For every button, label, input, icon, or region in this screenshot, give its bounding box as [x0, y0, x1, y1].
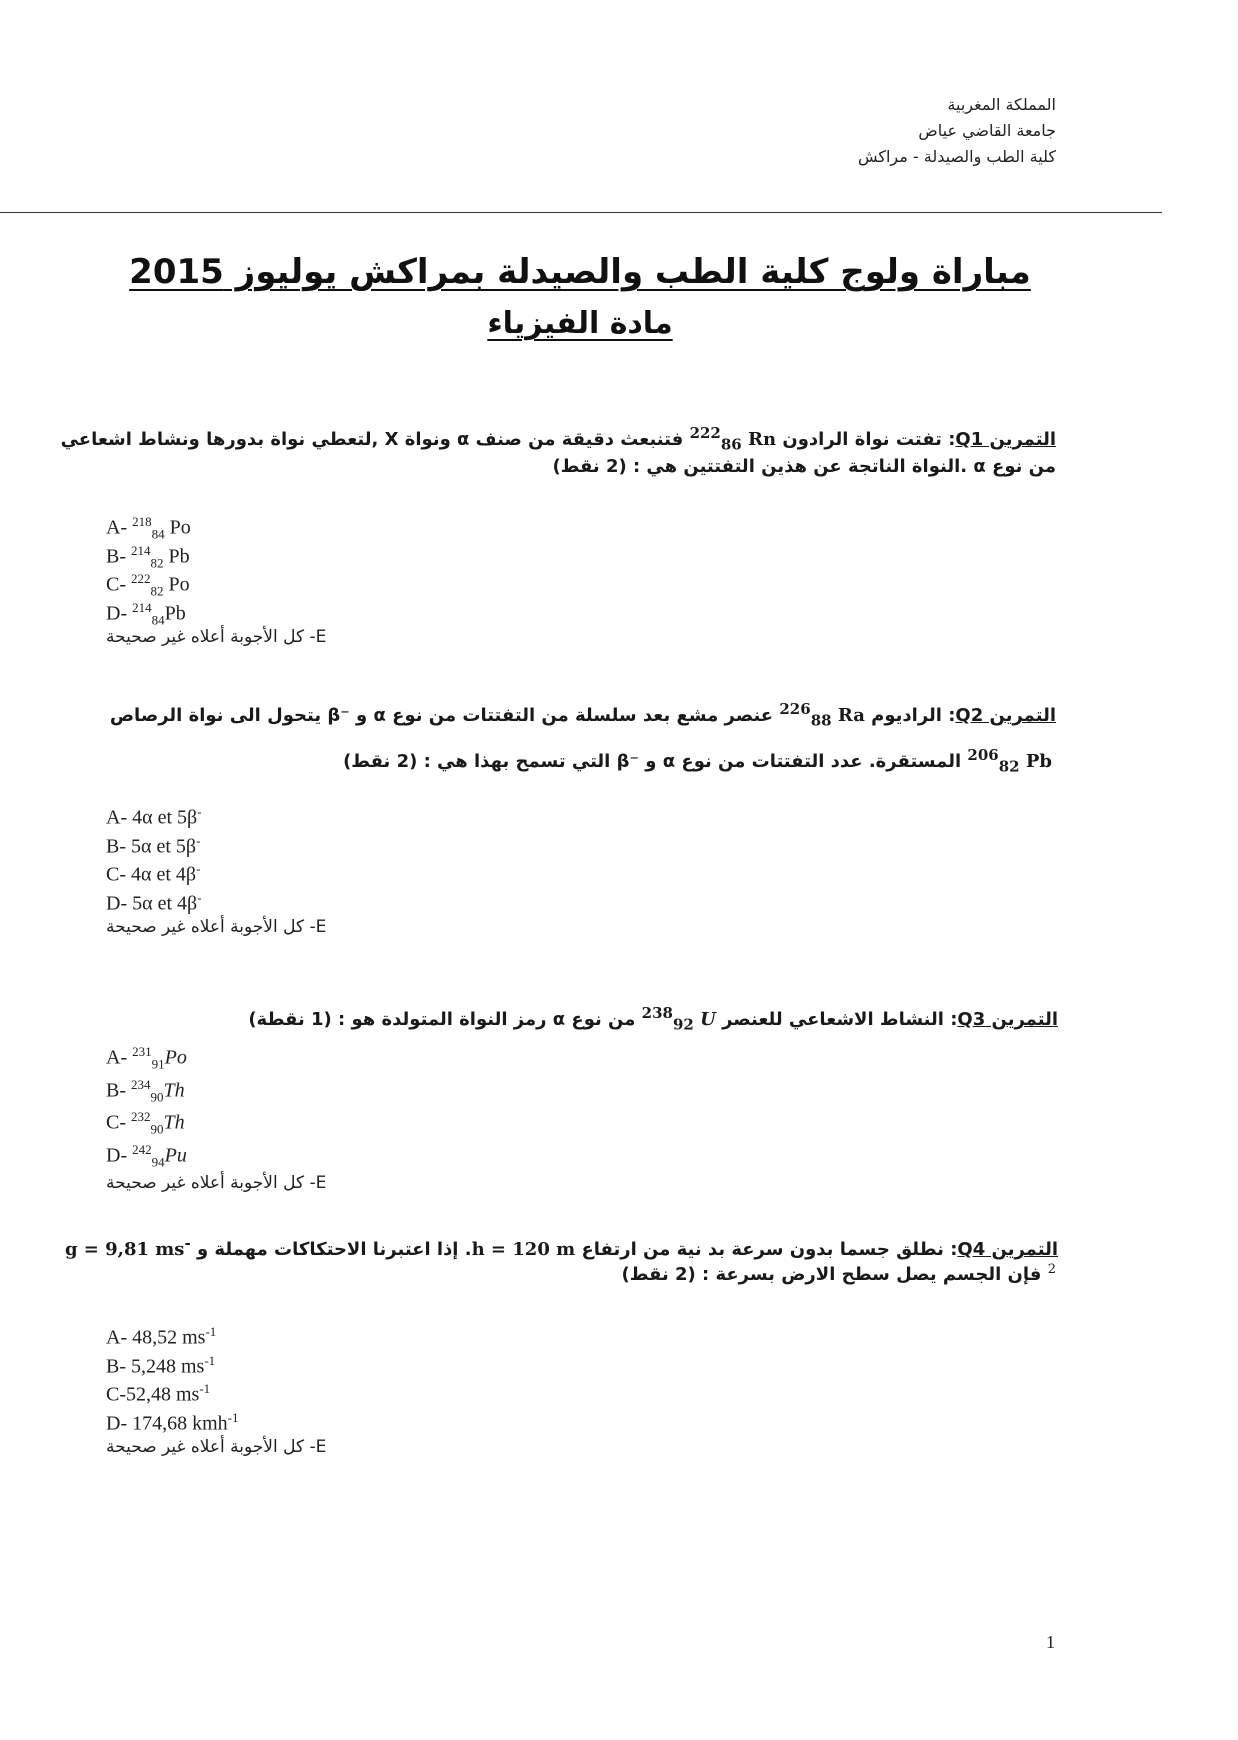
q2-nuclide-lead: $^{206}_{82}$ Pb [967, 746, 1052, 776]
q4-option-a[interactable]: A- 48,52 $ms^{-1}$ [106, 1324, 217, 1349]
q3-label: التمرين Q3 [957, 1009, 1058, 1030]
q1-options [106, 508, 326, 651]
q4-line1 [65, 1234, 1058, 1260]
q4-option-d[interactable]: D- 174,68 kmh$^{-1}$ [106, 1409, 239, 1435]
q4-option-b[interactable]: B- 5,248 $ms^{-1}$ [106, 1352, 216, 1378]
q4-gravity: g = 9,81 ms- [64, 1234, 191, 1260]
q1-option-a[interactable]: A- $^{218}_{84}$ Po [106, 514, 191, 542]
q4-label: التمرين Q4 [957, 1239, 1058, 1260]
q3-option-e[interactable]: E- كل الأجوبة أعلاه غير صحيحة [106, 1173, 327, 1193]
q4-height: h = 120 m [471, 1239, 576, 1260]
header-line-kingdom: المملكة المغربية [947, 95, 1056, 114]
q1-text-b: فتنبعث دقيقة من صنف α ونواة X ,لتعطي نواة بدورها ونشاط اشعاعي [60, 429, 684, 450]
q3-option-c[interactable]: C- $^{232}_{90}$Th [106, 1109, 185, 1137]
q1-option-b[interactable]: B- $^{214}_{82}$ Pb [106, 542, 190, 571]
q1-option-e[interactable]: E- كل الأجوبة أعلاه غير صحيحة [106, 627, 327, 647]
institution-header [858, 92, 1056, 170]
q3-options [106, 1036, 326, 1199]
header-line-university: جامعة القاضي عياض [918, 121, 1056, 140]
page-number: 1 [1046, 1632, 1055, 1652]
q4-text-c: فإن الجسم يصل سطح الارض بسرعة : (2 نقط) [621, 1264, 1042, 1285]
q3-option-a[interactable]: A- $^{231}_{91}$Po [106, 1044, 187, 1072]
q2-label: التمرين Q2 [955, 705, 1056, 726]
q3-line1 [248, 1004, 1058, 1034]
q1-option-d[interactable]: D- $^{214}_{84}$Pb [106, 599, 186, 628]
header-line-faculty: كلية الطب والصيدلة - مراكش [857, 147, 1056, 166]
q2-options [106, 798, 326, 941]
q3-text-b: من نوع α رمز النواة المتولدة هو : (1 نقطة) [248, 1009, 636, 1030]
q4-text-b: . إذا اعتبرنا الاحتكاكات مهملة و [196, 1239, 472, 1260]
q2-text-b: عنصر مشع بعد سلسلة من التفتتات من نوع α و ⁻β يتحول الى نواة الرصاص [109, 705, 774, 726]
q2-option-b[interactable]: B- 5α et 5β- [106, 832, 201, 858]
q4-options [106, 1318, 326, 1461]
q3-nuclide: $^{238}_{92}$ U [641, 1004, 716, 1034]
q3-text-a: : النشاط الاشعاعي للعنصر [722, 1009, 958, 1030]
q4-text-a: : نطلق جسما بدون سرعة بد نية من ارتفاع [581, 1239, 958, 1260]
q2-option-d[interactable]: D- 5α et 4β- [106, 889, 202, 915]
q2-option-e[interactable]: E- كل الأجوبة أعلاه غير صحيحة [106, 917, 327, 937]
q1-text-a: : تفتت نواة الرادون [782, 429, 956, 450]
q1-line1 [61, 424, 1056, 454]
q2-option-a[interactable]: A- 4α et 5β- [106, 804, 202, 829]
q2-text-a: : الراديوم [871, 705, 956, 726]
q2-line2 [343, 746, 1052, 776]
q4-option-e[interactable]: E- كل الأجوبة أعلاه غير صحيحة [106, 1437, 327, 1457]
q4-gravity-exponent: 2 [1047, 1262, 1056, 1277]
q1-nuclide: $^{222}_{86}$ Rn [689, 424, 777, 454]
exam-title: مباراة ولوج كلية الطب والصيدلة بمراكش يوليوز 2015 [129, 252, 1031, 292]
q2-text-c: المستقرة. عدد التفتتات من نوع α و ⁻β التي تسمح بهذا هي : (2 نقط) [343, 751, 962, 772]
q1-line2: من نوع α .النواة الناتجة عن هذين التفتتين هي : (2 نقط) [552, 456, 1056, 477]
q2-option-c[interactable]: C- 4α et 4β- [106, 861, 201, 886]
q3-option-d[interactable]: D- $^{242}_{94}$Pu [106, 1141, 187, 1170]
q2-line1 [110, 700, 1056, 730]
q2-nuclide: $^{226}_{88}$ Ra [779, 700, 865, 730]
q4-option-c[interactable]: C-52,48 $ms^{-1}$ [106, 1381, 211, 1406]
q1-option-c[interactable]: C- $^{222}_{82}$ Po [106, 571, 190, 599]
subject-title: مادة الفيزياء [487, 306, 673, 341]
q1-label: التمرين Q1 [955, 429, 1056, 450]
q3-option-b[interactable]: B- $^{234}_{90}$Th [106, 1076, 185, 1105]
header-divider [0, 212, 1162, 213]
q4-line2 [621, 1262, 1056, 1285]
